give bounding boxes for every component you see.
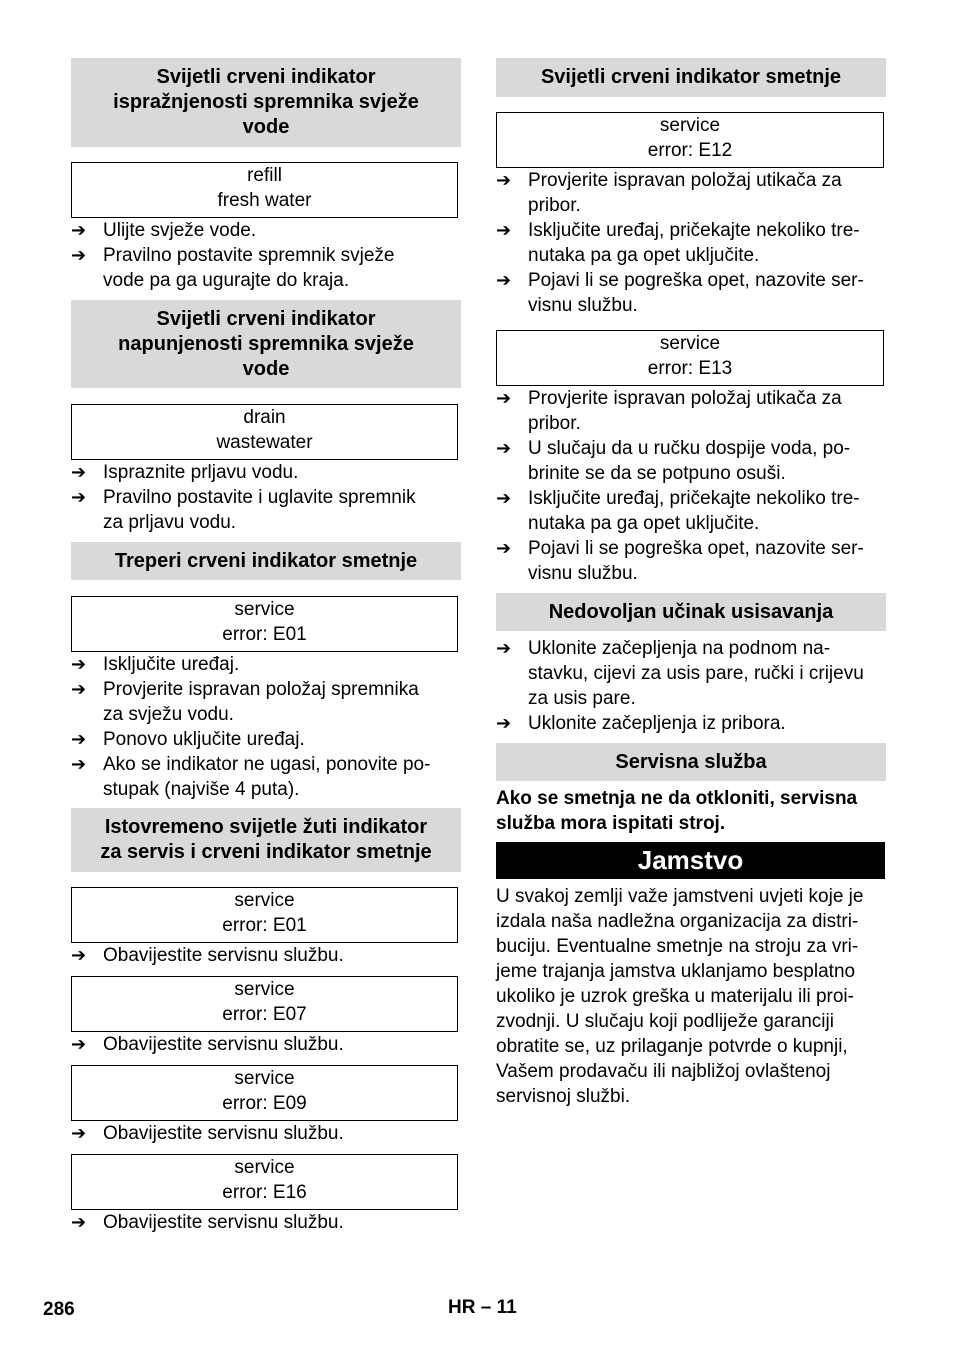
section-heading-fault-blinking: [71, 542, 461, 580]
right-column: [496, 58, 886, 1109]
display-message-box: [71, 887, 458, 943]
heading-line: Svijetli crveni indikator: [156, 66, 376, 88]
instruction-step: ➔ Provjerite ispravan položaj utikača za pribor.: [496, 170, 842, 216]
instruction-step: ➔ Pojavi li se pogreška opet, nazovite ser- visnu službu.: [496, 538, 864, 584]
heading-line: napunjenosti spremnika svježe: [118, 332, 414, 355]
instruction-step: ➔ Pravilno postavite spremnik svježe vode pa ga ugurajte do kraja.: [71, 245, 395, 291]
section-heading-low-suction: [496, 593, 886, 631]
arrow-right-icon: ➔: [496, 713, 512, 733]
display-message-box: [496, 330, 884, 386]
display-line: error: E01: [222, 915, 307, 936]
instruction-step: ➔ Pravilno postavite i uglavite spremnik za prljavu vodu.: [71, 487, 416, 533]
display-line: error: E13: [647, 358, 733, 379]
arrow-right-icon: ➔: [71, 1212, 87, 1232]
language-page-label: HR – 11: [448, 1297, 517, 1318]
arrow-right-icon: ➔: [71, 654, 87, 674]
display-message-box: [71, 404, 458, 460]
instruction-step: ➔ Ponovo uključite uređaj.: [71, 729, 305, 750]
instruction-step: ➔ Uklonite začepljenja na podnom na- stavku, cijevi za usis pare, ručki i crijevu za usis pare.: [496, 638, 864, 709]
display-line: fresh water: [217, 190, 312, 211]
display-line: service: [659, 115, 721, 136]
heading-line: Istovremeno svijetle žuti indikator: [104, 816, 428, 838]
arrow-right-icon: ➔: [496, 388, 512, 408]
heading-line: za servis i crveni indikator smetnje: [100, 841, 432, 863]
heading-line: Svijetli crveni indikator: [156, 307, 376, 330]
instruction-step: ➔ Provjerite ispravan položaj spremnika za svježu vodu.: [71, 679, 419, 725]
instruction-step: ➔ Isključite uređaj.: [71, 654, 240, 675]
instruction-step: ➔ Isključite uređaj, pričekajte nekoliko tre- nutaka pa ga opet uključite.: [496, 220, 860, 266]
heading-line: ispražnjenosti spremnika svježe: [113, 91, 419, 113]
display-line: service: [234, 1068, 295, 1089]
instruction-step: ➔ Ako se indikator ne ugasi, ponovite po- stupak (najviše 4 puta).: [71, 754, 431, 800]
left-column: [71, 58, 461, 1235]
arrow-right-icon: ➔: [71, 220, 87, 240]
display-line: service: [234, 979, 295, 1000]
arrow-right-icon: ➔: [496, 220, 512, 240]
section-heading-waste-water-full: [71, 300, 461, 388]
display-message-box: [71, 1065, 458, 1121]
arrow-right-icon: ➔: [496, 170, 512, 190]
arrow-right-icon: ➔: [71, 945, 87, 965]
display-line: service: [234, 599, 295, 620]
instruction-step: ➔ Provjerite ispravan položaj utikača za pribor.: [496, 388, 842, 434]
instruction-step: ➔ Isključite uređaj, pričekajte nekoliko tre- nutaka pa ga opet uključite.: [496, 488, 860, 534]
warranty-paragraph: U svakoj zemlji važe jamstveni uvjeti koje je izdala naša nadležna organizacija za distri- buciju. Eventualne smetnje na stroju za vri- jeme trajanja jamstva uklanjamo besplatno ukoliko je uzrok greška u materijalu ili proi- zvodnji. U slučaju koji podliježe garanciji obratite se, uz prilaganje potvrde o kupnji, Vašem prodavaču ili najbližoj ovlaštenoj servisnoj službi.: [496, 886, 864, 1107]
display-message-box: [71, 162, 458, 218]
display-line: drain: [243, 407, 286, 428]
instruction-step: ➔ Obavijestite servisnu službu.: [71, 1034, 344, 1055]
section-heading-service-and-fault: [71, 808, 461, 872]
heading-line: Svijetli crveni indikator smetnje: [540, 66, 842, 88]
warranty-title: Jamstvo: [496, 842, 885, 879]
instruction-step: ➔ Uklonite začepljenja iz pribora.: [496, 713, 786, 734]
service-note: Ako se smetnja ne da otkloniti, servisna služba mora ispitati stroj.: [496, 788, 858, 834]
page-number: 286: [43, 1299, 75, 1320]
instruction-step: ➔ Ulijte svježe vode.: [71, 220, 257, 241]
arrow-right-icon: ➔: [71, 1034, 87, 1054]
display-line: service: [659, 333, 721, 354]
display-line: service: [234, 890, 295, 911]
display-line: wastewater: [216, 432, 313, 453]
display-line: error: E01: [222, 624, 307, 645]
heading-line: Servisna služba: [615, 750, 767, 773]
display-line: error: E16: [222, 1182, 307, 1203]
heading-line: vode: [242, 116, 290, 138]
arrow-right-icon: ➔: [71, 729, 87, 749]
arrow-right-icon: ➔: [496, 270, 512, 290]
section-heading-service: [496, 743, 886, 781]
instruction-step: ➔ U slučaju da u ručku dospije voda, po- brinite se da se potpuno osuši.: [496, 438, 851, 484]
display-line: error: E07: [222, 1004, 307, 1025]
display-line: service: [234, 1157, 295, 1178]
instruction-step: ➔ Ispraznite prljavu vodu.: [71, 462, 299, 483]
display-line: refill: [247, 165, 282, 186]
arrow-right-icon: ➔: [71, 462, 87, 482]
display-line: error: E09: [222, 1093, 307, 1114]
arrow-right-icon: ➔: [496, 438, 512, 458]
display-message-box: [496, 112, 884, 168]
instruction-step: ➔ Obavijestite servisnu službu.: [71, 1123, 344, 1144]
section-heading-fault-lit: [496, 58, 886, 97]
arrow-right-icon: ➔: [496, 538, 512, 558]
display-message-box: [71, 976, 458, 1032]
arrow-right-icon: ➔: [71, 245, 87, 265]
display-line: error: E12: [647, 140, 733, 161]
section-heading-fresh-water-empty: [71, 58, 461, 147]
instruction-step: ➔ Obavijestite servisnu službu.: [71, 1212, 344, 1233]
arrow-right-icon: ➔: [71, 487, 87, 507]
heading-line: Nedovoljan učinak usisavanja: [548, 600, 834, 623]
arrow-right-icon: ➔: [71, 1123, 87, 1143]
display-message-box: [71, 1154, 458, 1210]
arrow-right-icon: ➔: [496, 638, 512, 658]
display-message-box: [71, 596, 458, 652]
heading-line: Treperi crveni indikator smetnje: [114, 549, 418, 572]
instruction-step: ➔ Pojavi li se pogreška opet, nazovite ser- visnu službu.: [496, 270, 864, 316]
instruction-step: ➔ Obavijestite servisnu službu.: [71, 945, 344, 966]
arrow-right-icon: ➔: [496, 488, 512, 508]
arrow-right-icon: ➔: [71, 679, 87, 699]
arrow-right-icon: ➔: [71, 754, 87, 774]
heading-line: vode: [242, 357, 290, 380]
